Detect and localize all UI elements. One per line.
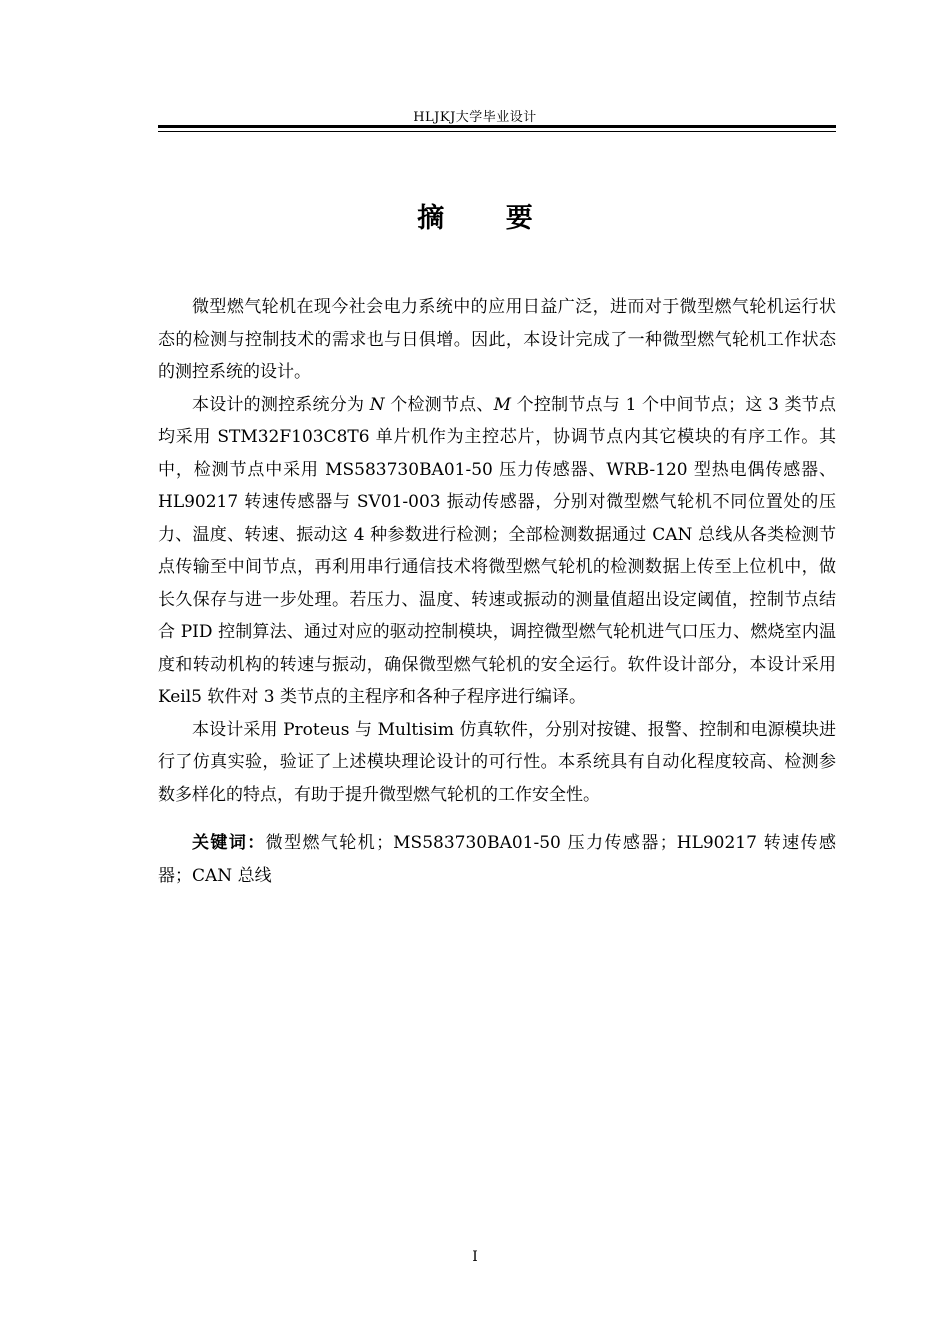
abstract-paragraph-3: 本设计采用 Proteus 与 Multisim 仿真软件，分别对按键、报警、控制和电源模块进行了仿真实验，验证了上述模块理论设计的可行性。本系统具有自动化程度较高、检测参数多样化的特点，有助于提升微型燃气轮机的工作安全性。	[158, 719, 836, 805]
running-header: HLJKJ大学毕业设计	[413, 110, 537, 125]
paragraph-2-rest: 个控制节点与 1 个中间节点；这 3 类节点均采用 STM32F103C8T6 单片机作为主控芯片，协调节点内其它模块的有序工作。其中，检测节点中采用 MS583730BA01-50 压力传感器、WRB-120 型热电偶传感器、HL90217 转速传感器与 SV01-003 振动传感器，分别对微型燃气轮机不同位置处的压力、温度、转速、振动这 4 种参数进行检测；全部检测数据通过 CAN 总线从各类检测节点传输至中间节点，再利用串行通信技术将微型燃气轮机的检测数据上传至上位机中，做长久保存与进一步处理。若压力、温度、转速或振动的测量值超出设定阈值，控制节点结合 PID 控制算法、通过对应的驱动控制模块，调控微型燃气轮机进气口压力、燃烧室内温度和转动机构的转速与振动，确保微型燃气轮机的安全运行。软件设计部分，本设计采用 Keil5 软件对 3 类节点的主程序和各种子程序进行编译。	[158, 394, 837, 707]
keywords-label: 关键词：	[192, 833, 266, 853]
abstract-body	[158, 291, 836, 892]
header-rule-thick	[158, 125, 836, 128]
paragraph-2-prefix: 本设计的测控系统分为	[192, 394, 365, 415]
abstract-paragraph-1: 微型燃气轮机在现今社会电力系统中的应用日益广泛，进而对于微型燃气轮机运行状态的检测与控制技术的需求也与日俱增。因此，本设计完成了一种微型燃气轮机工作状态的测控系统的设计。	[158, 297, 836, 382]
header-rule-thin	[158, 131, 836, 132]
variable-m: M	[493, 394, 512, 415]
abstract-title: 摘 要	[417, 203, 559, 234]
paragraph-2-mid: 个检测节点、	[390, 394, 494, 415]
abstract-paragraph-2	[158, 389, 836, 714]
variable-n: N	[369, 394, 385, 415]
keywords-line	[158, 827, 836, 892]
page-number: I	[472, 1249, 478, 1265]
keywords-text: 微型燃气轮机；MS583730BA01-50 压力传感器；HL90217 转速传感器；CAN 总线	[158, 833, 836, 886]
